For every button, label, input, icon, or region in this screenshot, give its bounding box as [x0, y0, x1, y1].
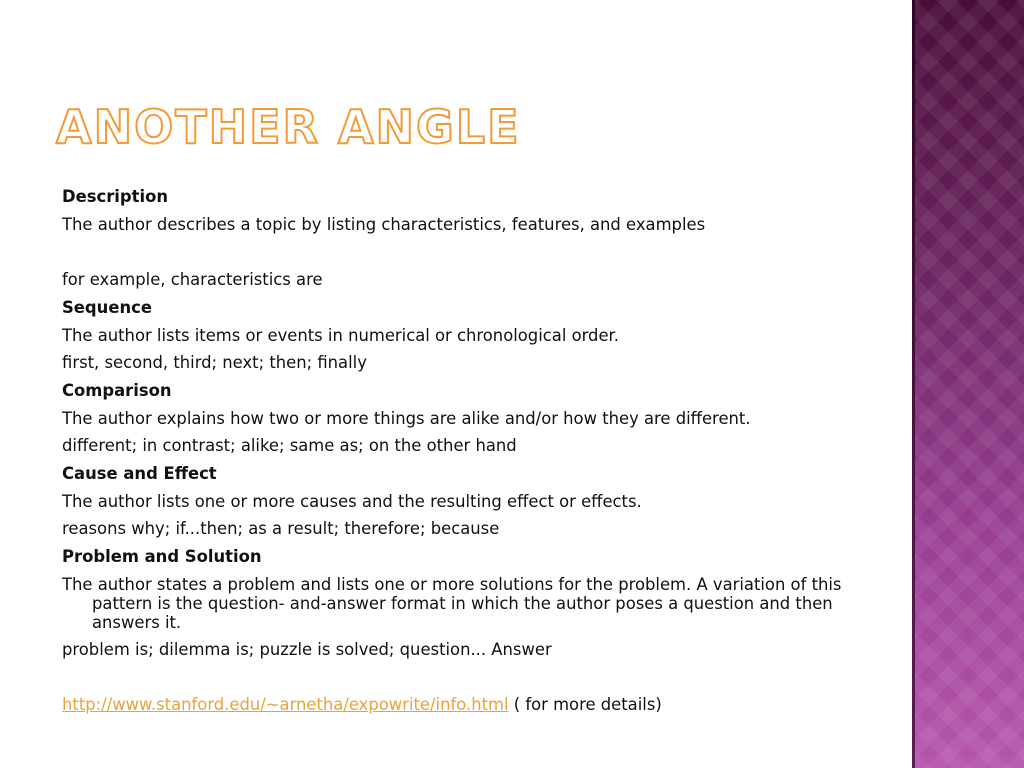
slide-body [62, 183, 862, 719]
section-heading-description: Description [62, 187, 169, 206]
section-heading-cause-effect: Cause and Effect [62, 464, 217, 484]
spacer [62, 664, 862, 692]
section-cues-description: for example, characteristics are [62, 270, 323, 290]
reference-link[interactable]: http://www.stanford.edu/~arnetha/expowrite/info.html [62, 695, 509, 715]
section-cues-sequence: first, second, third; next; then; finally [62, 353, 367, 373]
section-cues-comparison: different; in contrast; alike; same as; on the other hand [62, 436, 517, 456]
section-cues-cause-effect: reasons why; if...then; as a result; therefore; because [62, 519, 500, 539]
footer-line [62, 691, 862, 719]
section-definition-problem-solution: The author states a problem and lists one or more solutions for the problem. A variation of this pattern is the question- and-answer format in which the author poses a question and then answers it. [62, 574, 842, 632]
reference-note: ( for more details) [508, 695, 662, 715]
section-definition-comparison: The author explains how two or more things are alike and/or how they are different. [62, 408, 751, 428]
section-cues-problem-solution: problem is; dilemma is; puzzle is solved; question... Answer [62, 639, 552, 659]
section-definition-sequence: The author lists items or events in numerical or chronological order. [62, 325, 619, 345]
spacer [62, 238, 862, 266]
section-heading-comparison: Comparison [62, 380, 172, 400]
decorative-side-band [912, 0, 1024, 768]
section-heading-sequence: Sequence [62, 297, 152, 317]
section-heading-problem-solution: Problem and Solution [62, 547, 262, 567]
section-definition-description: The author describes a topic by listing characteristics, features, and examples [62, 214, 706, 234]
slide-title: ANOTHER ANGLE [56, 100, 521, 154]
section-definition-cause-effect: The author lists one or more causes and the resulting effect or effects. [62, 491, 642, 511]
